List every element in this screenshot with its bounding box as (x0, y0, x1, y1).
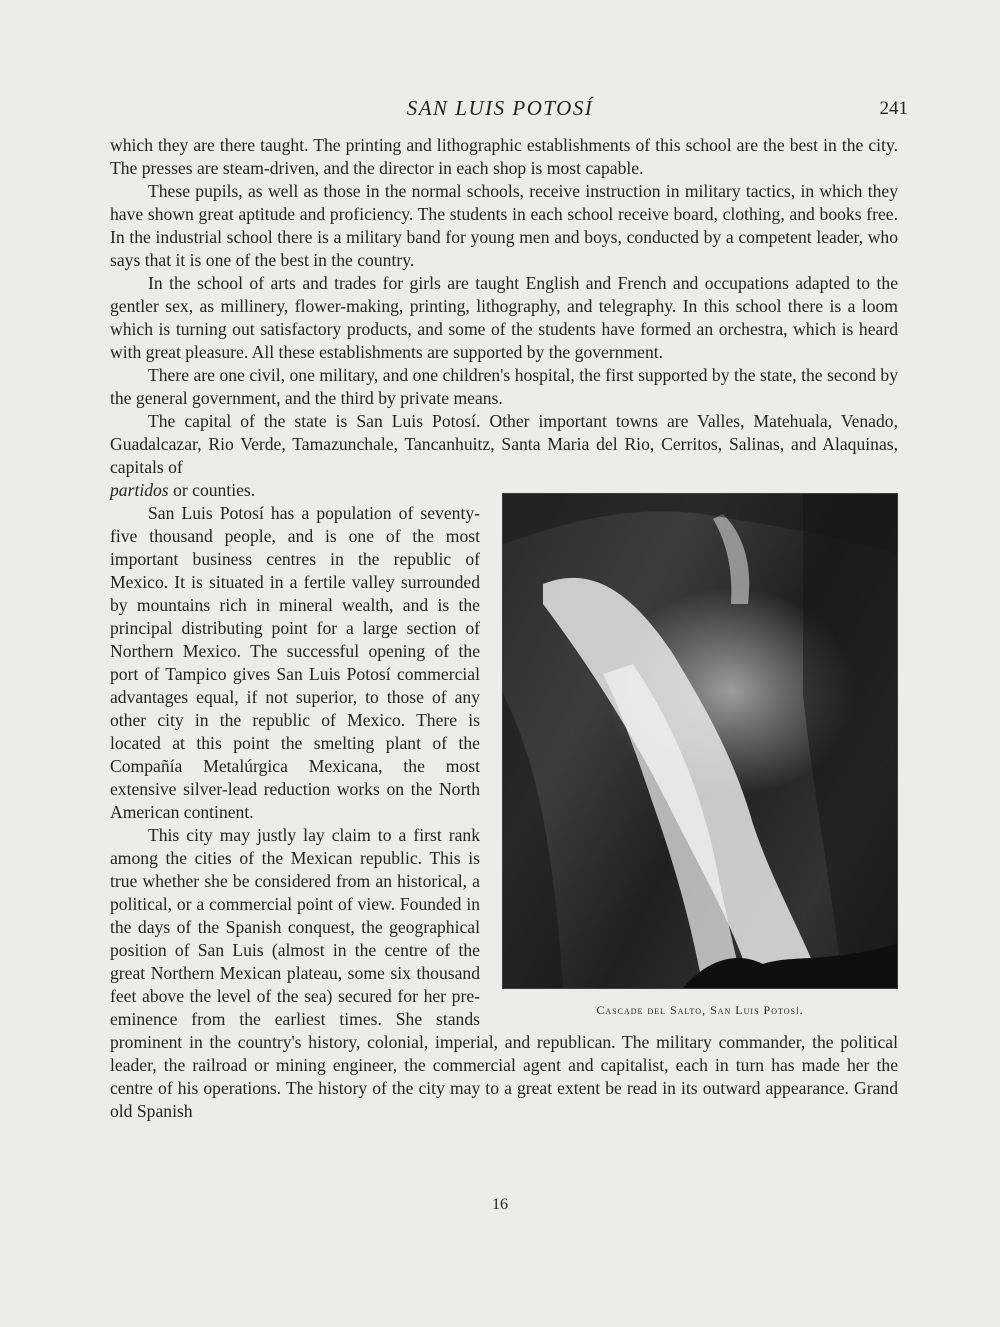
paragraph: which they are there taught. The printing and lithographic establishments of this school are the best in the city. The presses are steam-driven, and the director in each shop is most capable. (110, 135, 898, 178)
body-text (110, 134, 898, 1123)
waterfall-illustration (503, 494, 897, 988)
paragraph: There are one civil, one military, and one children's hospital, the first supported by the state, the second by the general government, and the third by private means. (110, 365, 898, 408)
paragraph-text: or counties. (173, 480, 256, 500)
page-number: 241 (879, 98, 908, 119)
paragraph: This city may justly lay claim to a first rank among the cities of the Mexican republic. This is true whether she be considered from an historical, a political, or a commercial point of view. Founded in the days of the Spanish conquest, the geographical position of San Luis (almost in the centre of the great Northern Mexican plateau, some six thousand feet above the level of the sea) secured for her pre-eminence from the earliest times. She stands prominent in the country's history, colonial, imperial, and republican. The military commander, the political leader, the railroad or mining engineer, the commercial agent and capitalist, each in turn has made her the centre of his operations. The history of the city may to a great extent be read in its outward appearance. Grand old Spanish (110, 825, 898, 1121)
running-title: SAN LUIS POTOSÍ (406, 96, 594, 120)
paragraph: The capital of the state is San Luis Potosí. Other important towns are Valles, Matehuala, Venado, Guadalcazar, Rio Verde, Tamazunchale, Tancanhuitz, Santa Maria del Rio, Cerritos, Salinas, and Alaquinas, capitals of (110, 411, 898, 477)
paragraph: San Luis Potosí has a population of seventy-five thousand people, and is one of the most important business centres in the republic of Mexico. It is situated in a fertile valley surrounded by mountains rich in mineral wealth, and is the principal distributing point for a large section of Northern Mexico. The successful opening of the port of Tampico gives San Luis Potosí commercial advantages equal, if not superior, to those of any other city in the republic of Mexico. There is located at this point the smelting plant of the Compañía Metalúrgica Mexicana, the most extensive silver-lead reduction works on the North American continent. (110, 503, 480, 822)
paragraph: In the school of arts and trades for girls are taught English and French and occupations adapted to the gentler sex, as millinery, flower-making, printing, lithography, and telegraphy. In this school there is a loom which is turning out satisfactory products, and some of the students have formed an orchestra, which is heard with great pleasure. All these establishments are supported by the government. (110, 273, 898, 362)
figure (502, 493, 898, 1023)
waterfall-photo (502, 493, 898, 989)
italic-term: partidos (110, 480, 169, 500)
signature-mark: 16 (492, 1196, 508, 1213)
paragraph: These pupils, as well as those in the normal schools, receive instruction in military tactics, in which they have shown great aptitude and proficiency. The students in each school receive board, clothing, and books free. In the industrial school there is a military band for young men and boys, conducted by a competent leader, who says that it is one of the best in the country. (110, 181, 898, 270)
figure-caption: Cascade del Salto, San Luis Potosí. (596, 1003, 804, 1017)
